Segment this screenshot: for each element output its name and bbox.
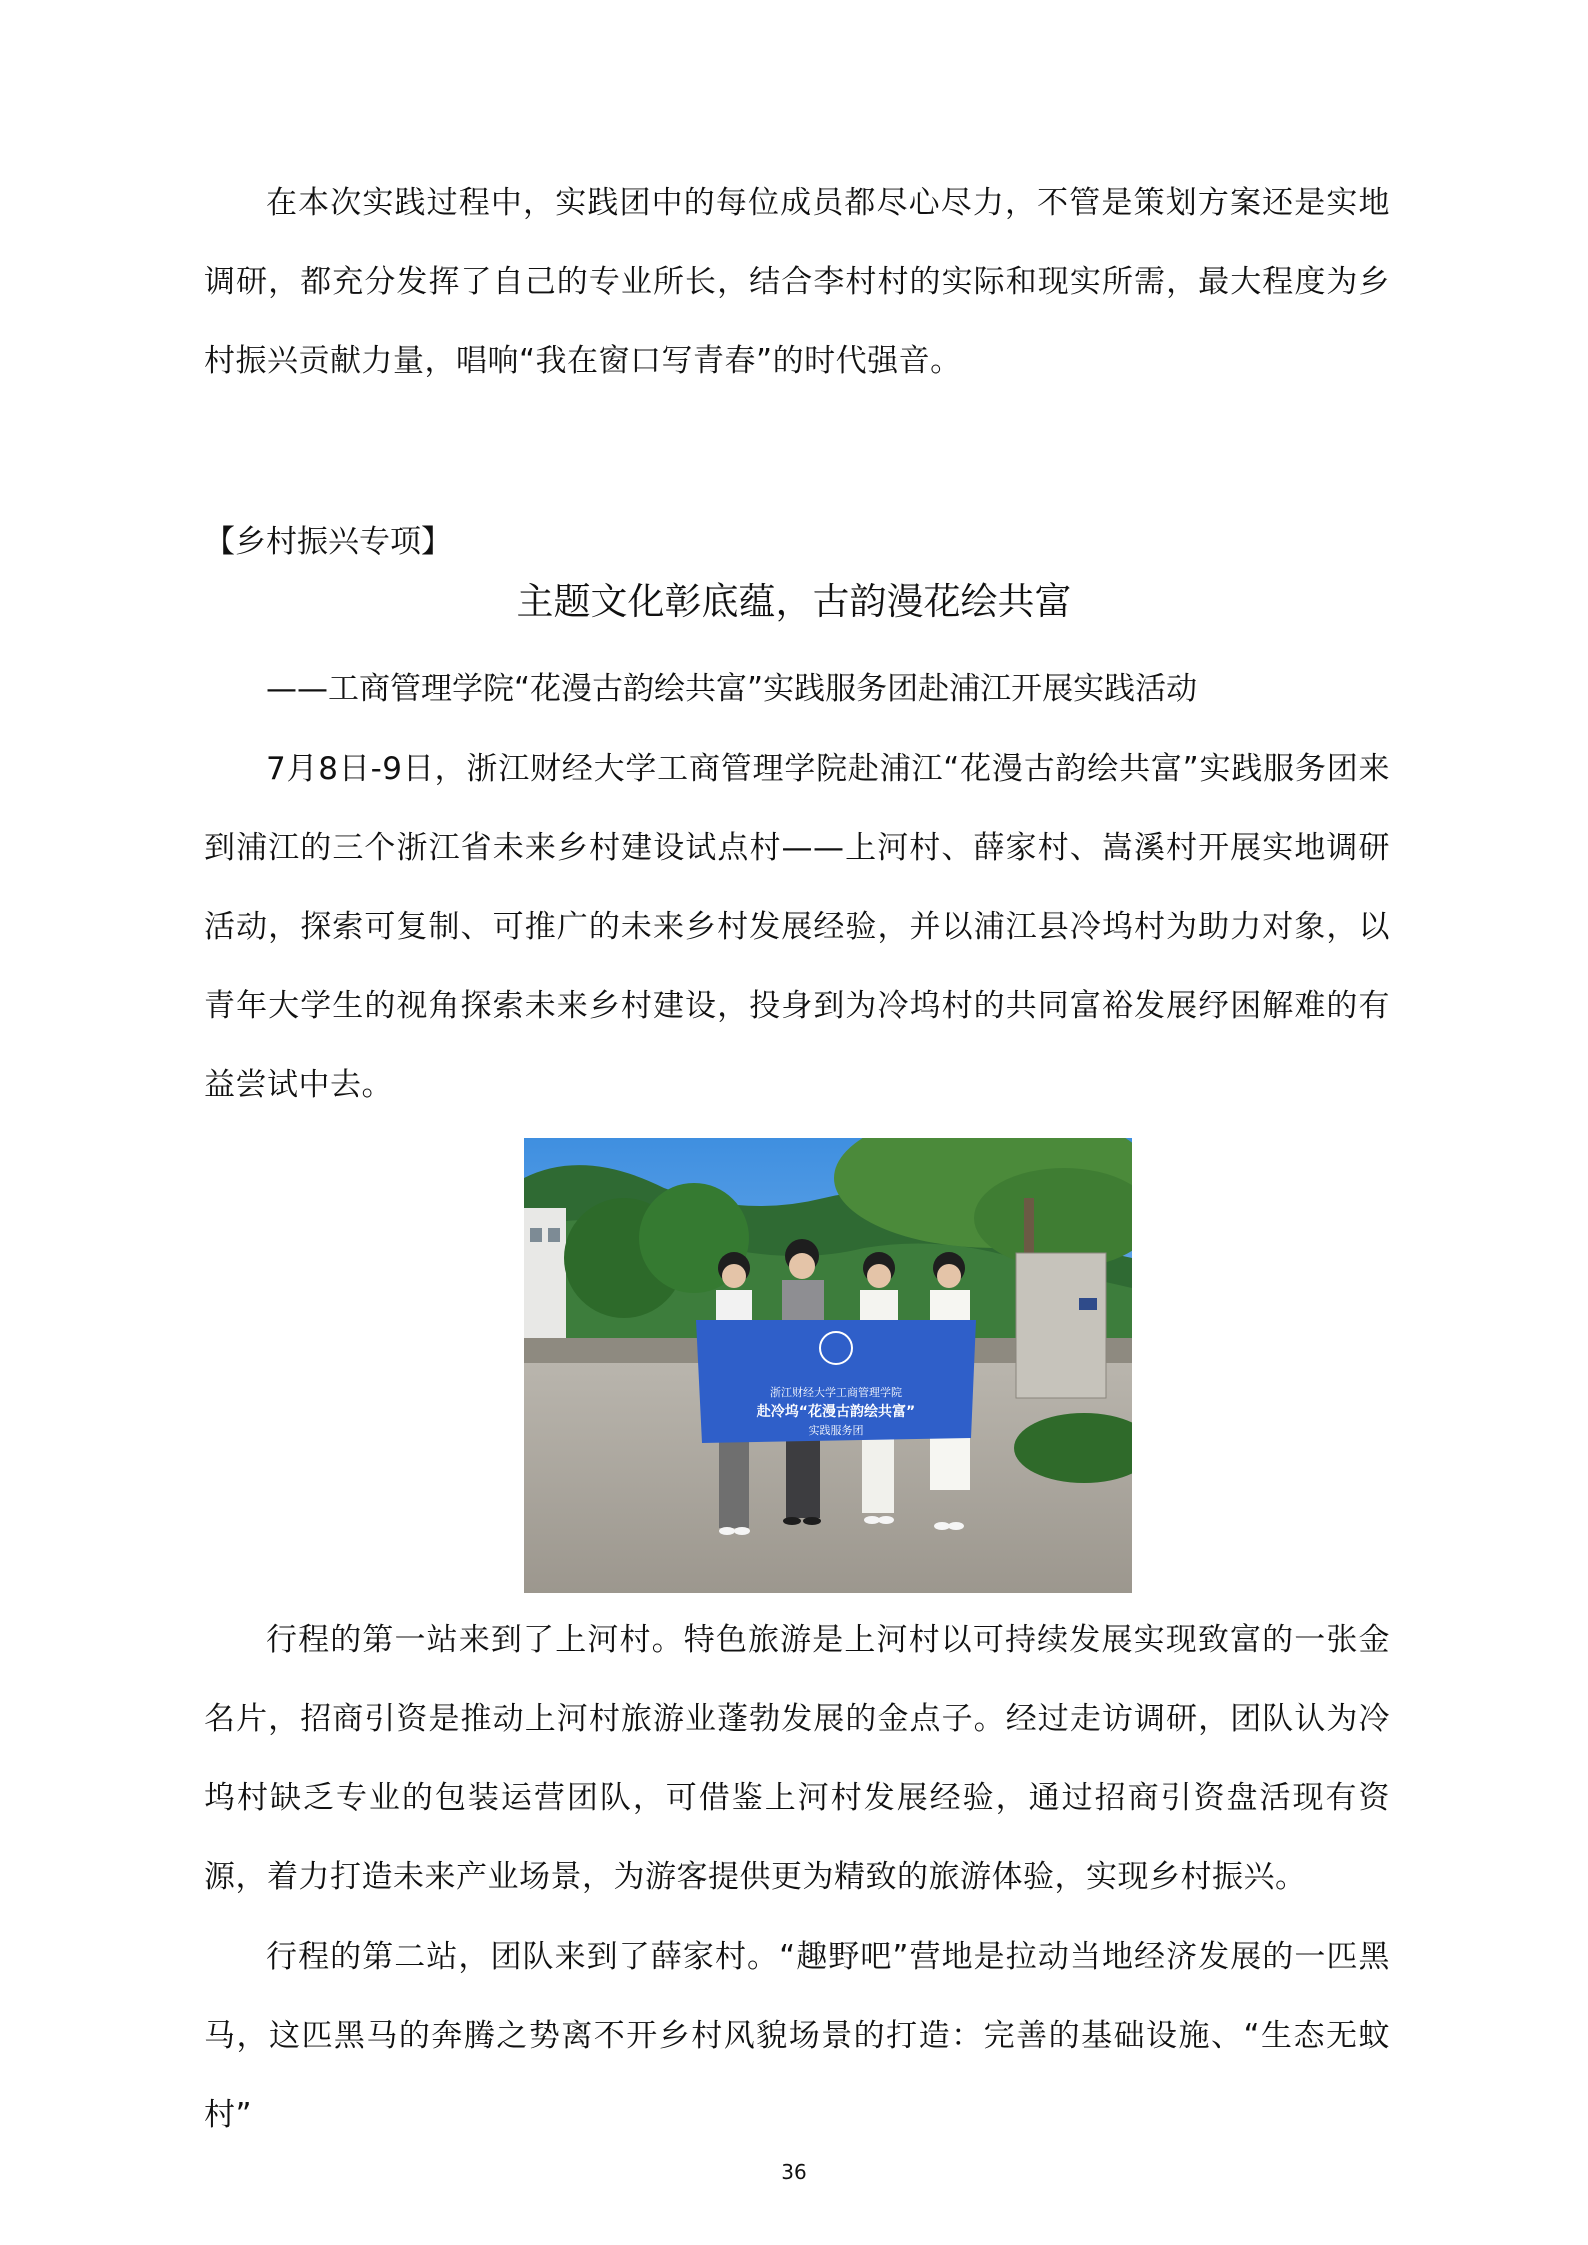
banner-text-2: 赴冷坞“花漫古韵绘共富” bbox=[756, 1404, 916, 1420]
section-tag: 【乡村振兴专项】 bbox=[204, 524, 452, 560]
banner-text-1: 浙江财经大学工商管理学院 bbox=[770, 1386, 902, 1399]
article-title: 主题文化彰底蕴，古韵漫花绘共富 bbox=[516, 580, 1072, 623]
paragraph-body-1: 7月8日-9日，浙江财经大学工商管理学院赴浦江“花漫古韵绘共富”实践服务团来到浦江的三个浙江省未来乡村建设试点村——上河村、薛家村、嵩溪村开展实地调研活动，探索可复制、可推广的未来乡村发展经验，并以浦江县冷坞村为助力对象，以青年大学生的视角探索未来乡村建设，投身到为冷坞村的共同富裕发展纾困解难的有益尝试中去。 bbox=[204, 751, 1390, 1103]
paragraph-body-2: 行程的第一站来到了上河村。特色旅游是上河村以可持续发展实现致富的一张金名片，招商引资是推动上河村旅游业蓬勃发展的金点子。经过走访调研，团队认为冷坞村缺乏专业的包装运营团队，可借鉴上河村发展经验，通过招商引资盘活现有资源，着力打造未来产业场景，为游客提供更为精致的旅游体验，实现乡村振兴。 bbox=[204, 1622, 1390, 1895]
group-photo bbox=[524, 1138, 1132, 1593]
paragraph-intro: 在本次实践过程中，实践团中的每位成员都尽心尽力，不管是策划方案还是实地调研，都充分发挥了自己的专业所长，结合李村村的实际和现实所需，最大程度为乡村振兴贡献力量，唱响“我在窗口写青春”的时代强音。 bbox=[204, 185, 1390, 379]
banner-text-3: 实践服务团 bbox=[808, 1424, 864, 1437]
page-number: 36 bbox=[781, 2160, 807, 2184]
paragraph-body-3: 行程的第二站，团队来到了薛家村。“趣野吧”营地是拉动当地经济发展的一匹黑马，这匹黑马的奔腾之势离不开乡村风貌场景的打造：完善的基础设施、“生态无蚊村” bbox=[204, 1939, 1390, 2133]
article-subtitle: ——工商管理学院“花漫古韵绘共富”实践服务团赴浦江开展实践活动 bbox=[266, 671, 1198, 707]
